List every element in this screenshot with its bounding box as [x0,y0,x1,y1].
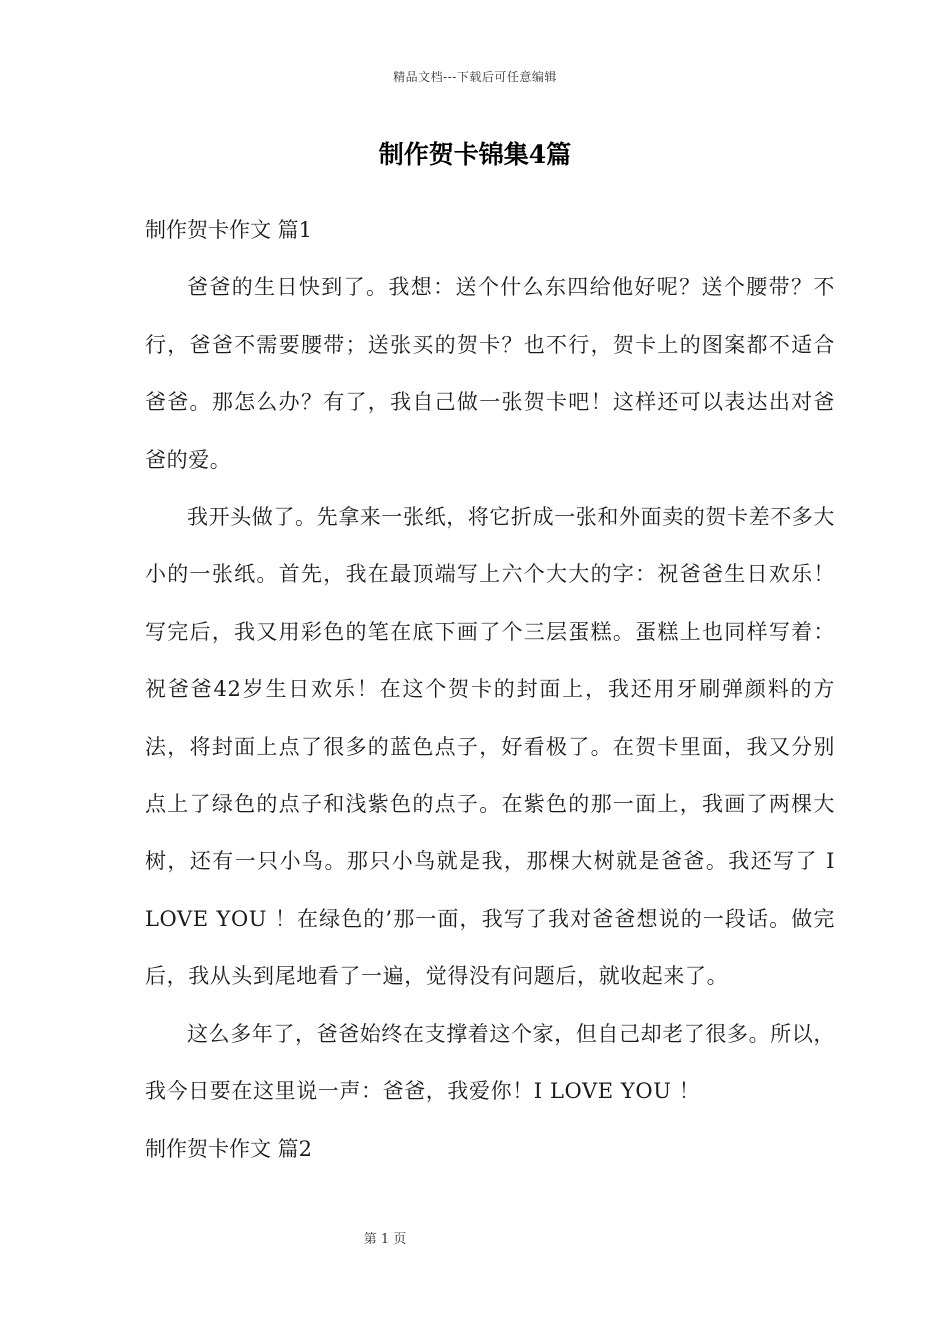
document-body [145,202,835,1178]
page-header: 精品文档---下载后可任意编辑 [393,70,557,84]
page-number: 第 1 页 [363,1232,407,1247]
section-heading-2: 制作贺卡作文 篇2 [145,1136,313,1161]
paragraph-3: 这么多年了，爸爸始终在支撑着这个家，但自己却老了很多。所以，我今日要在这里说一声：爸爸，我爱你！I LOVE YOU ！ [145,1021,835,1104]
document-title: 制作贺卡锦集4篇 [378,140,572,169]
paragraph-2: 我开头做了。先拿来一张纸，将它折成一张和外面卖的贺卡差不多大小的一张纸。首先，我在最顶端写上六个大大的字：祝爸爸生日欢乐！写完后，我又用彩色的笔在底下画了个三层蛋糕。蛋糕上也同样写着：祝爸爸42岁生日欢乐！在这个贺卡的封面上，我还用牙刷弹颜料的方法，将封面上点了很多的蓝色点子，好看极了。在贺卡里面，我又分别点上了绿色的点子和浅紫色的点子。在紫色的那一面上，我画了两棵大树，还有一只小鸟。那只小鸟就是我，那棵大树就是爸爸。我还写了 I LOVE YOU ！在绿色的’那一面，我写了我对爸爸想说的一段话。做完后，我从头到尾地看了一遍，觉得没有问题后，就收起来了。 [145,505,835,989]
paragraph-1: 爸爸的生日快到了。我想：送个什么东四给他好呢？送个腰带？不行，爸爸不需要腰带；送张买的贺卡？也不行，贺卡上的图案都不适合爸爸。那怎么办？有了，我自己做一张贺卡吧！这样还可以表达出对爸爸的爱。 [145,275,835,472]
section-heading-1: 制作贺卡作文 篇1 [145,218,313,242]
